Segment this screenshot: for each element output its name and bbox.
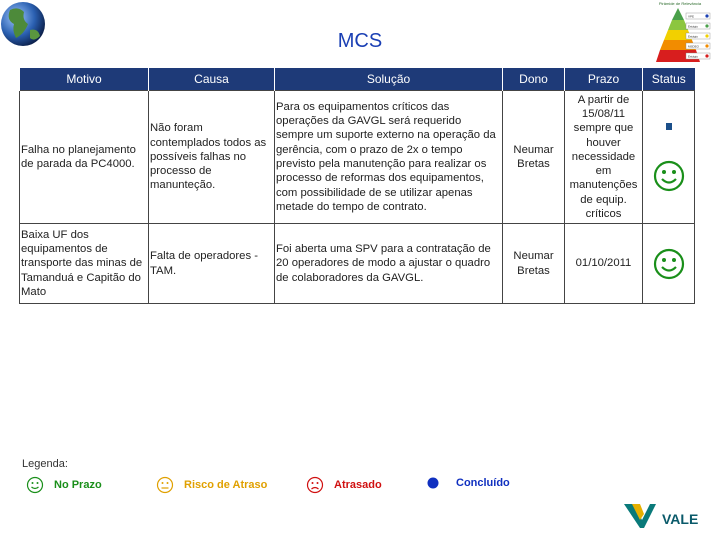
svg-text:VALE: VALE: [662, 511, 699, 527]
page-title: MCS: [337, 30, 383, 52]
cell-causa: Falta de operadores - TAM.: [149, 224, 275, 304]
cell-dono: Neumar Bretas: [503, 224, 565, 304]
smiley-icon: [26, 476, 44, 494]
cell-causa: Não foram contemplados todos as possíveis falhas no processo de manunteção.: [149, 91, 275, 224]
legend: [0, 476, 720, 496]
action-plan-table: [19, 68, 695, 304]
svg-text:MSDEO: MSDEO: [688, 44, 700, 49]
status-marker: [666, 123, 672, 130]
column-header-status: Status: [643, 68, 695, 91]
table-row: [20, 91, 695, 224]
svg-text:Estágio: Estágio: [688, 54, 699, 59]
cell-motivo: Baixa UF dos equipamentos de transporte das minas de Tamanduá e Capitão do Mato: [20, 224, 149, 304]
column-header-prazo: Prazo: [565, 68, 643, 91]
svg-text:Estágio: Estágio: [688, 34, 699, 39]
vale-logo: [622, 500, 712, 530]
cell-solucao: Para os equipamentos críticos das operações da GAVGL será requerido sempre um suporte externo na operação da gerência, com o prazo de 2x o tempo previsto pela manutenção para realizar os processo de reformas dos equipamentos, com possibilidade de se utilizar apenas metade do tempo de contrato.: [275, 91, 503, 224]
frown-face-icon: [306, 476, 324, 494]
neutral-face-icon: [156, 476, 174, 494]
smiley-icon: [653, 248, 685, 280]
column-header-motivo: Motivo: [20, 68, 149, 91]
column-header-causa: Causa: [149, 68, 275, 91]
cell-motivo: Falha no planejamento de parada da PC4000.: [20, 91, 149, 224]
legend-label: Risco de Atraso: [184, 479, 268, 491]
column-header-dono: Dono: [503, 68, 565, 91]
legend-label: Atrasado: [334, 479, 382, 491]
table-row: [20, 224, 695, 304]
cell-status: [643, 91, 695, 224]
cell-prazo: A partir de 15/08/11 sempre que houver necessidade em manutenções de equip. críticos: [565, 91, 643, 224]
blue-dot-icon: [426, 476, 440, 490]
legend-item-concluido: [426, 476, 510, 490]
svg-text:Estágio: Estágio: [688, 24, 699, 29]
legend-item-risco: [156, 476, 267, 494]
cell-prazo: 01/10/2011: [565, 224, 643, 304]
legend-label: Concluído: [456, 477, 510, 489]
column-header-solucao: Solução: [275, 68, 503, 91]
legend-label: No Prazo: [54, 479, 102, 491]
cell-status: [643, 224, 695, 304]
svg-text:VPE: VPE: [688, 14, 695, 19]
legend-item-atrasado: [306, 476, 382, 494]
legend-title: Legenda:: [22, 458, 68, 470]
pyramid-title: Pirâmide de Relevância: [658, 1, 702, 6]
table-header-row: [20, 68, 695, 91]
cell-dono: Neumar Bretas: [503, 91, 565, 224]
smiley-icon: [653, 160, 685, 192]
cell-solucao: Foi aberta uma SPV para a contratação de 20 operadores de modo a ajustar o quadro de colaboradores da GAVGL.: [275, 224, 503, 304]
legend-item-no-prazo: [26, 476, 102, 494]
